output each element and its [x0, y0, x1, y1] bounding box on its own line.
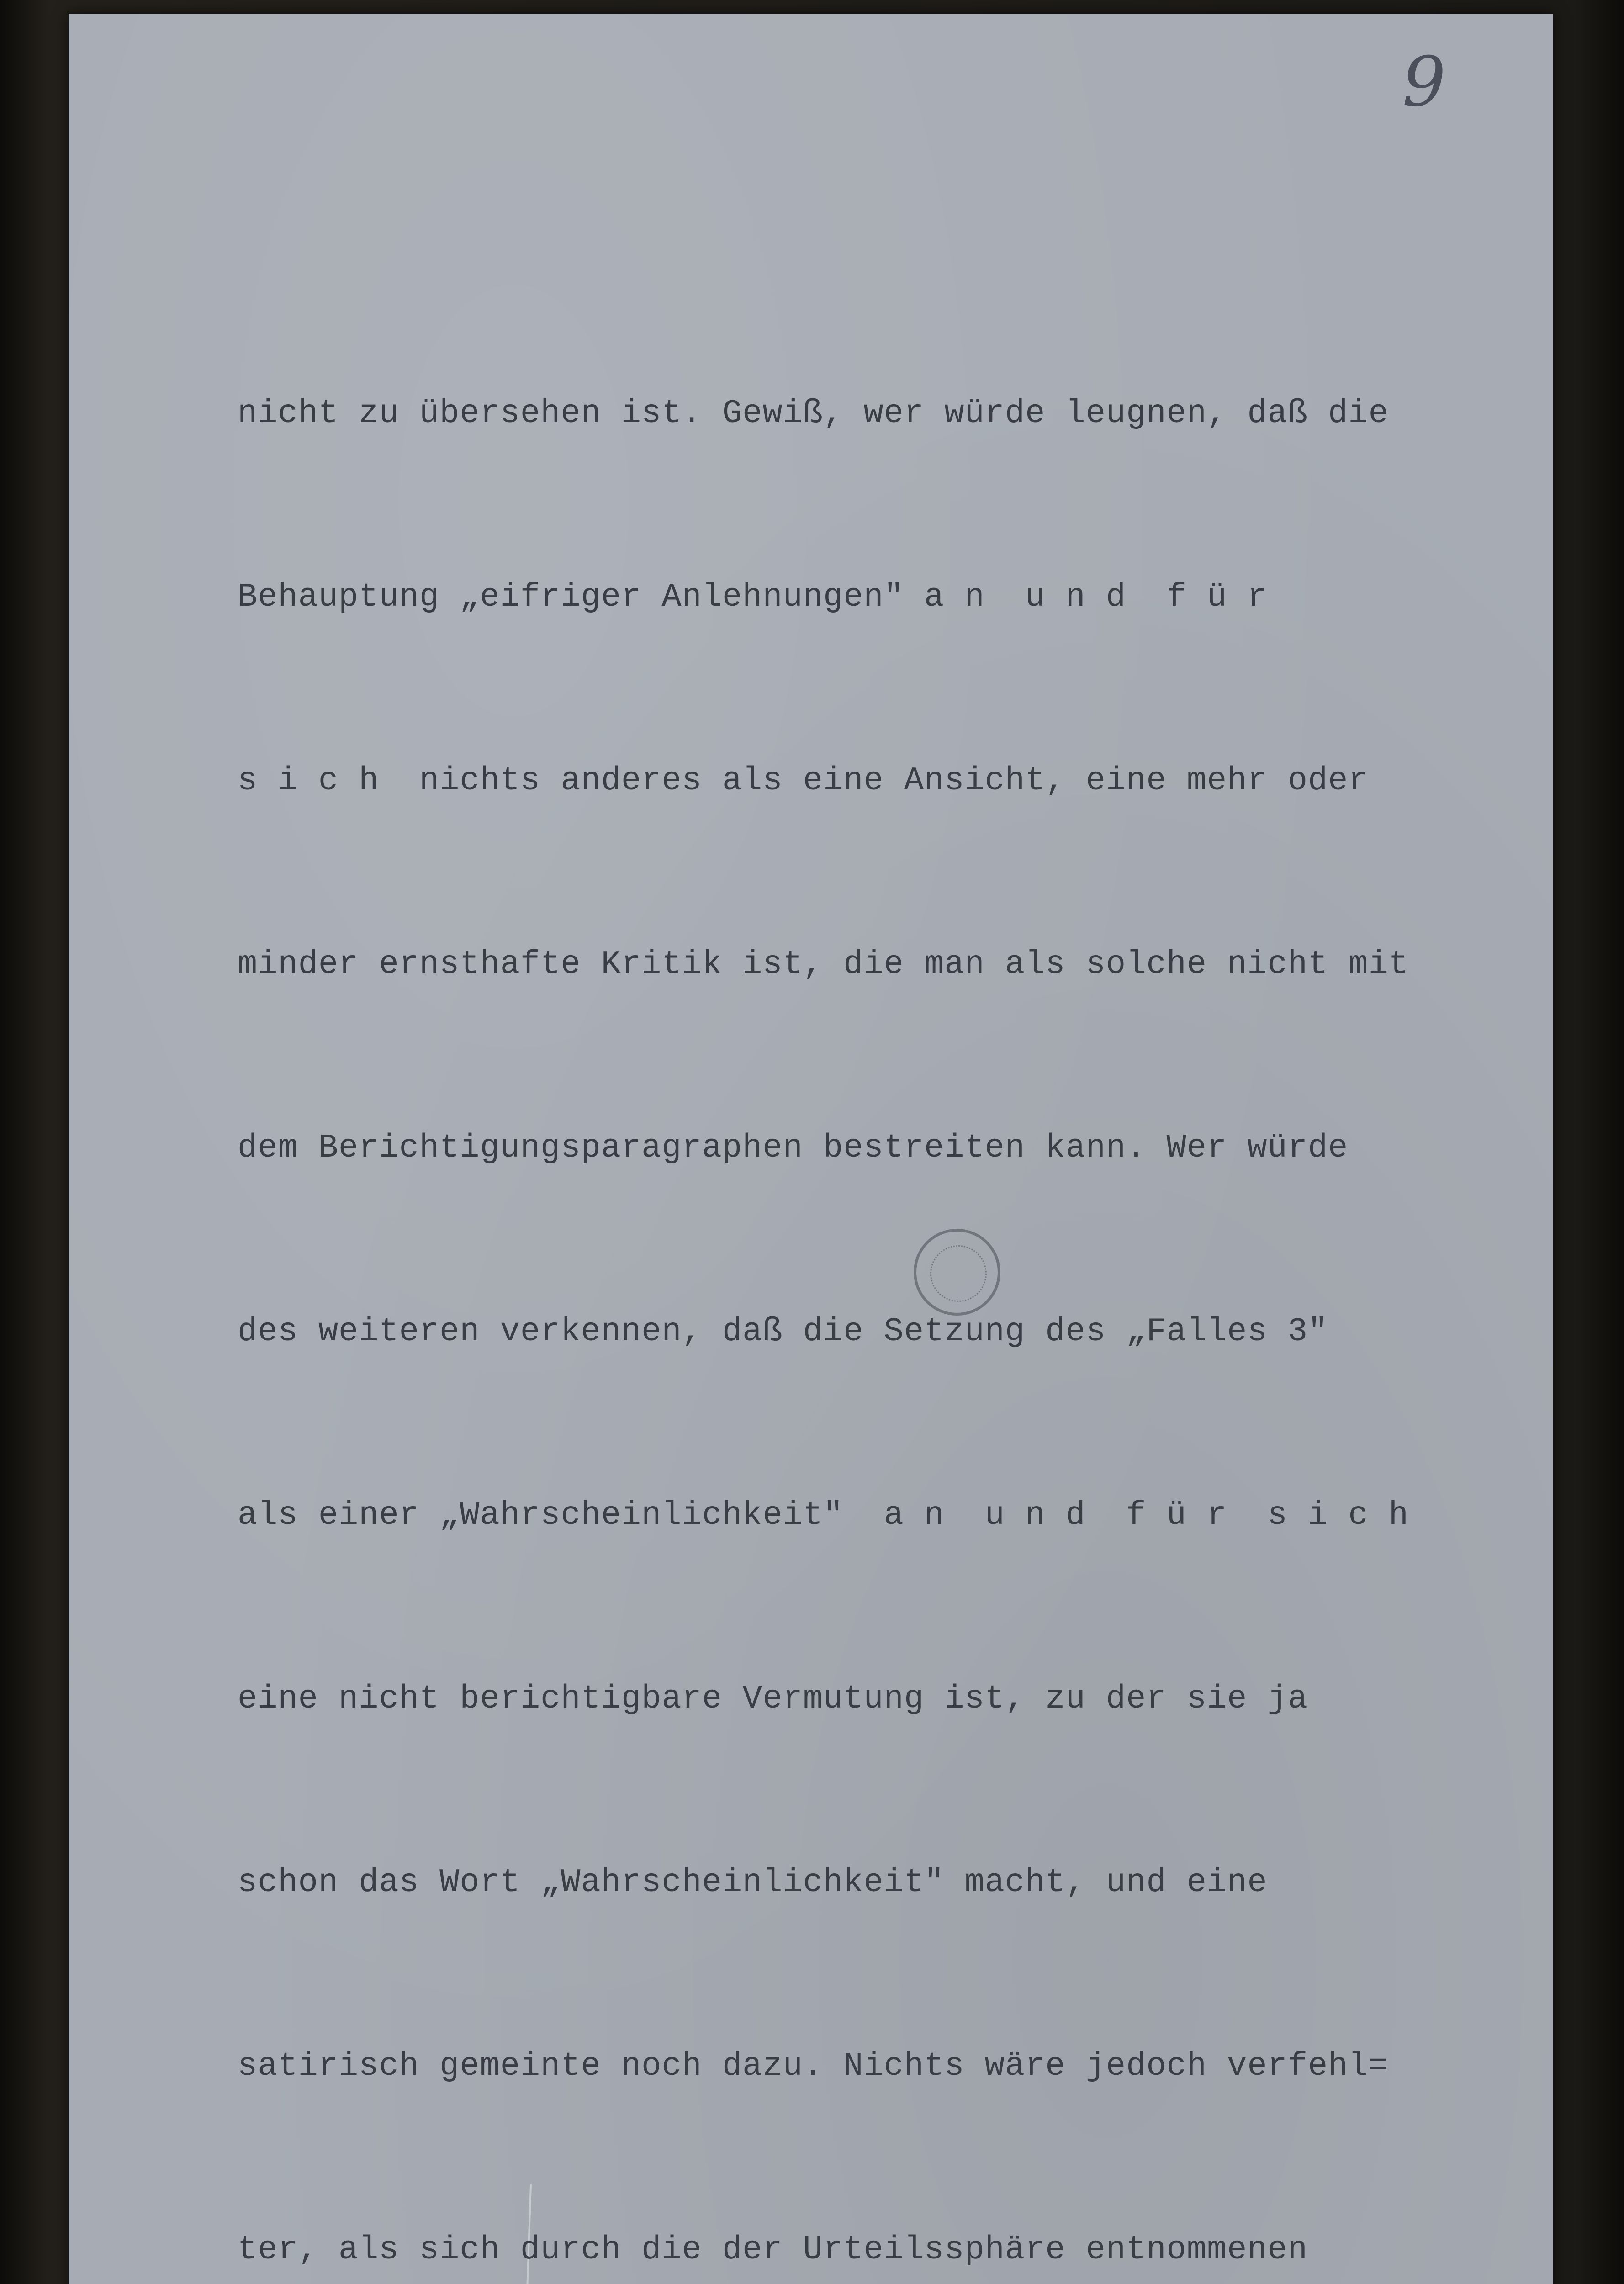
text-line: satirisch gemeinte noch dazu. Nichts wäre jedoch verfehl=	[238, 2047, 1389, 2085]
text-line: des weiteren verkennen, daß die Setzung des „Falles 3"	[238, 1313, 1328, 1350]
text-line: minder ernsthafte Kritik ist, die man als solche nicht mit	[238, 946, 1409, 983]
text-line: s i c h nichts anderes als eine Ansicht, eine mehr oder	[238, 762, 1369, 799]
text-line: schon das Wort „Wahrscheinlichkeit" macht, und eine	[238, 1864, 1268, 1901]
text-line: eine nicht berichtigbare Vermutung ist, zu der sie ja	[238, 1680, 1308, 1718]
typewritten-text	[238, 260, 1562, 2284]
text-line: dem Berichtigungsparagraphen bestreiten kann. Wer würde	[238, 1129, 1349, 1167]
text-line: ter, als sich durch die der Urteilssphäre entnommenen	[238, 2231, 1308, 2268]
text-line: als einer „Wahrscheinlichkeit" a n u n d f ü r s i c h	[238, 1496, 1409, 1534]
page-number: 9	[1402, 42, 1446, 122]
text-line: Behauptung „eifriger Anlehnungen" a n u n d f ü r	[238, 578, 1268, 616]
text-line: nicht zu übersehen ist. Gewiß, wer würde leugnen, daß die	[238, 395, 1389, 432]
